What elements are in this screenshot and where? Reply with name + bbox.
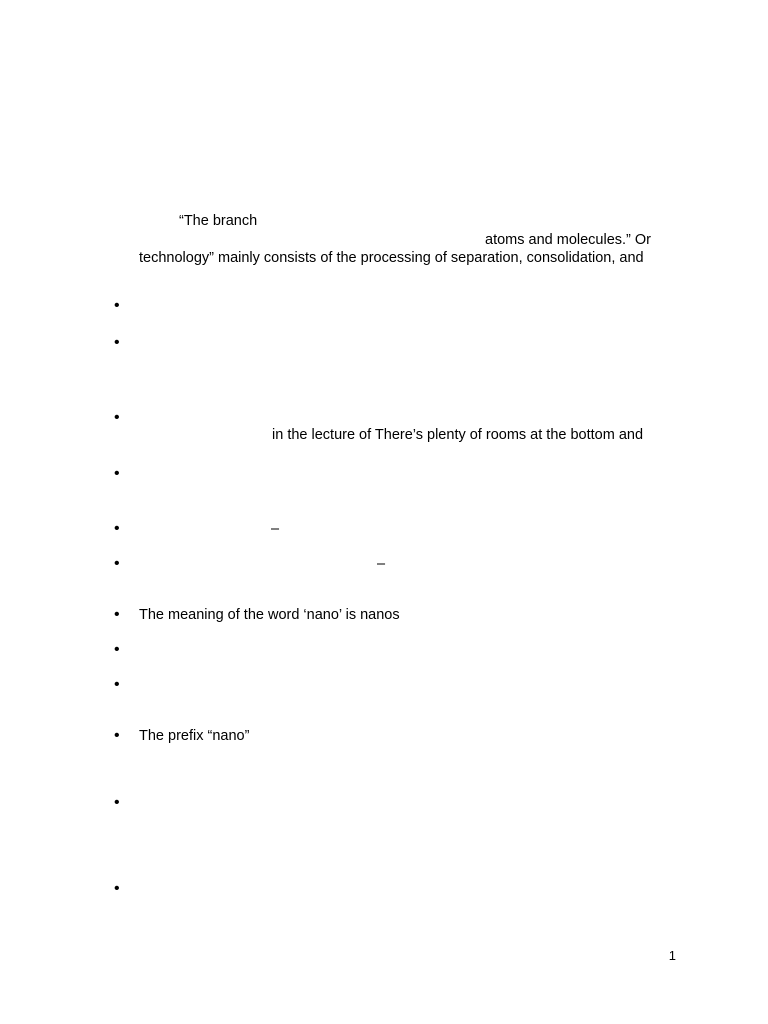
bullet-marker: • [114,794,120,811]
bullet-marker: • [114,520,120,537]
bullet-marker: • [114,880,120,897]
paragraph-line-1: “The branch [179,213,258,229]
bullet-marker: • [114,334,120,351]
bullet-text: The prefix “nano” [139,728,250,744]
bullet-dash: – [377,556,386,572]
page-number: 1 [668,948,676,963]
bullet-dash: – [271,521,280,537]
bullet-marker: • [114,555,120,572]
paragraph-line-2: atoms and molecules.” Or [485,232,652,248]
bullet-marker: • [114,641,120,658]
bullet-marker: • [114,409,120,426]
bullet-marker: • [114,676,120,693]
bullet-marker: • [114,465,120,482]
bullet-text: The meaning of the word ‘nano’ is nanos [139,607,400,623]
bullet-continuation-text: in the lecture of There’s plenty of rooms at the bottom and [272,427,644,443]
bullet-marker: • [114,606,120,623]
bullet-marker: • [114,727,120,744]
paragraph-line-3: technology” mainly consists of the processing of separation, consolidation, and [139,250,644,266]
bullet-marker: • [114,297,120,314]
